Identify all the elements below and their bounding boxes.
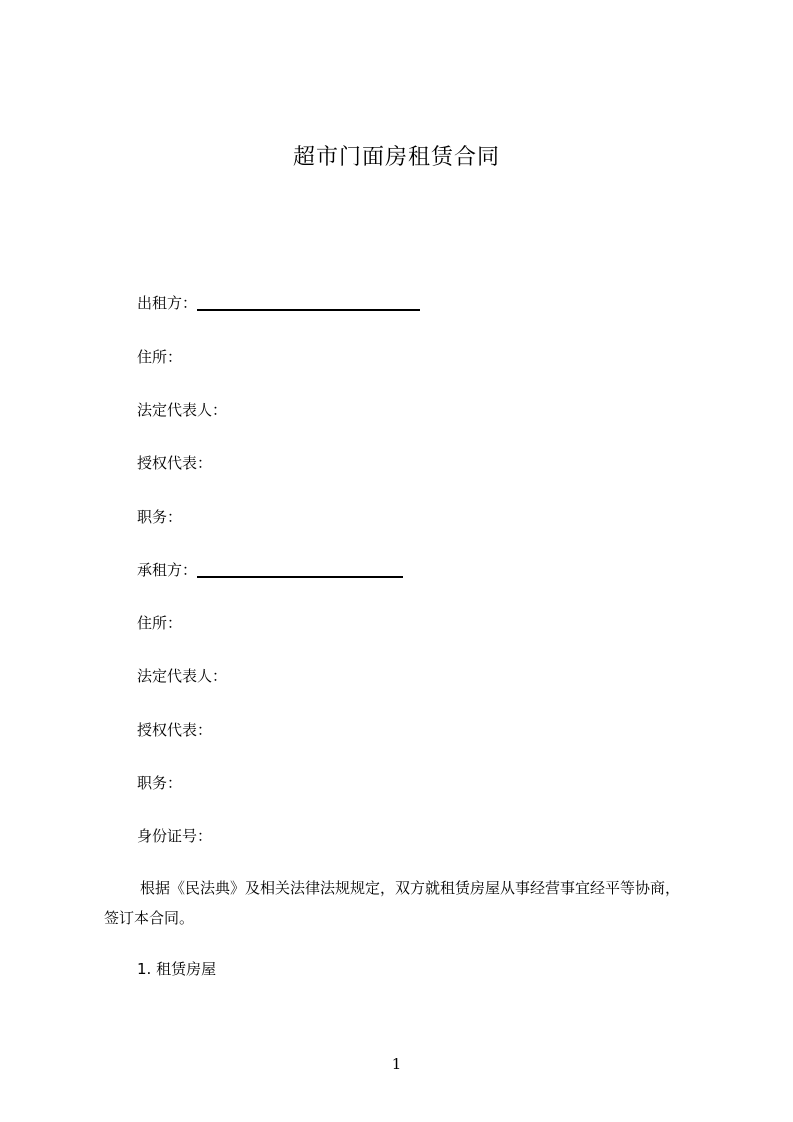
lessor-legal-rep-label: 法定代表人： bbox=[137, 401, 228, 419]
preamble-line-2: 签订本合同。 bbox=[104, 909, 195, 927]
lessee-auth-rep-label: 授权代表： bbox=[137, 721, 213, 739]
lessee-position-label: 职务： bbox=[137, 774, 183, 792]
lessee-address-label: 住所： bbox=[137, 614, 183, 632]
lessor-auth-rep-label: 授权代表： bbox=[137, 454, 213, 472]
lessee-field bbox=[137, 559, 403, 580]
lessee-id-label: 身份证号： bbox=[137, 827, 213, 845]
lessor-position-label: 职务： bbox=[137, 508, 183, 526]
preamble-paragraph bbox=[104, 873, 724, 933]
lessee-legal-rep-label: 法定代表人： bbox=[137, 667, 228, 685]
document-title: 超市门面房租赁合同 bbox=[292, 145, 500, 170]
preamble-line-1: 根据《民法典》及相关法律法规规定，双方就租赁房屋从事经营事宜经平等协商， bbox=[140, 879, 681, 897]
lessor-blank-line[interactable] bbox=[197, 309, 420, 311]
lessee-label: 承租方： bbox=[137, 561, 198, 579]
section-heading-1: 1. 租赁房屋 bbox=[137, 960, 217, 978]
lessor-address-label: 住所： bbox=[137, 348, 183, 366]
page-number: 1 bbox=[391, 1055, 402, 1073]
lessor-label: 出租方： bbox=[137, 294, 198, 312]
lessee-blank-line[interactable] bbox=[197, 576, 403, 578]
lessor-field bbox=[137, 292, 420, 313]
